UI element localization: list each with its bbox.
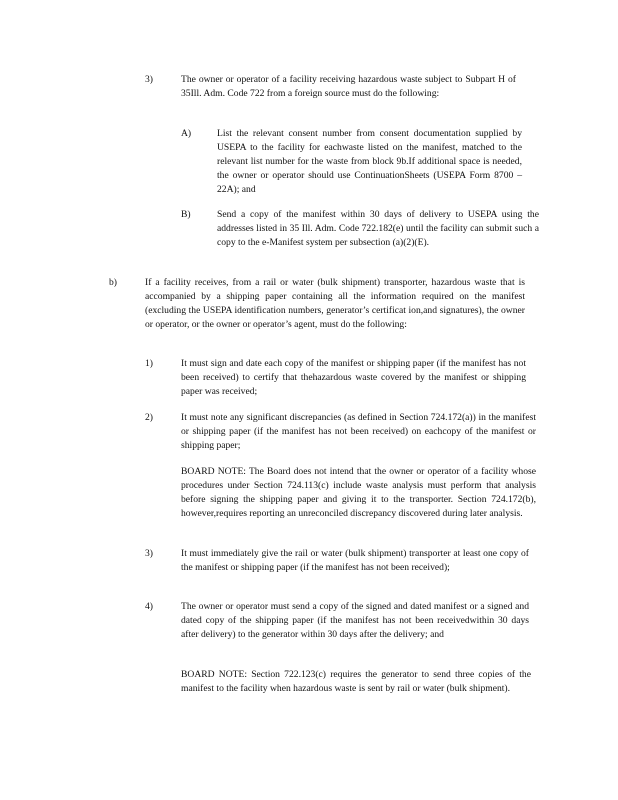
- item-A-label: A): [181, 128, 192, 139]
- item-3-label: 3): [145, 74, 153, 85]
- item-b-label: b): [109, 277, 117, 288]
- item-b1-text: It must sign and date each copy of the manifest or shipping paper (if the manifest has not been received) to certify that thehazardous waste covered by the manifest or shipping paper was received;: [181, 358, 526, 397]
- item-B-text: Send a copy of the manifest within 30 days of delivery to USEPA using the addresses listed in 35 Ill. Adm. Code 722.182(e) until the facility can submit such a copy to the e-Manifest system per subsection (a)(2)(E).: [217, 209, 539, 248]
- item-b-text: If a facility receives, from a rail or water (bulk shipment) transporter, hazardous waste that is accompanied by a shipping paper containing all the information required on the manifest (excluding the USEPA identification numbers, generator’s certificat ion,and signatures), the owner or operator, or the owner or operator’s agent, must do the following:: [145, 277, 525, 330]
- item-A-text: List the relevant consent number from consent documentation supplied by USEPA to the facility for eachwaste listed on the manifest, matched to the relevant list number for the waste from block 9b.If additional space is needed, the owner or operator should use ContinuationSheets (USEPA Form 8700 –22A); and: [217, 128, 522, 195]
- item-3-text: The owner or operator of a facility receiving hazardous waste subject to Subpart H of 35Ill. Adm. Code 722 from a foreign source must do the following:: [181, 74, 516, 99]
- item-b3-label: 3): [145, 548, 153, 559]
- item-b2-label: 2): [145, 412, 153, 423]
- item-B-label: B): [181, 209, 191, 220]
- item-b2-text: It must note any significant discrepancies (as defined in Section 724.172(a)) in the manifest or shipping paper (if the manifest has not been received) on eachcopy of the manifest or shipping paper;: [181, 412, 536, 451]
- board-note-2: BOARD NOTE: Section 722.123(c) requires the generator to send three copies of the manifest to the facility when hazardous waste is sent by rail or water (bulk shipment).: [181, 669, 531, 694]
- item-b4-label: 4): [145, 601, 153, 612]
- item-b1-label: 1): [145, 358, 153, 369]
- item-b4-text: The owner or operator must send a copy of the signed and dated manifest or a signed and dated copy of the shipping paper (if the manifest has not been receivedwithin 30 days after delivery) to the generator within 30 days after the delivery; and: [181, 601, 529, 640]
- item-b3-text: It must immediately give the rail or water (bulk shipment) transporter at least one copy of the manifest or shipping paper (if the manifest has not been received);: [181, 548, 529, 573]
- board-note-1: BOARD NOTE: The Board does not intend that the owner or operator of a facility whose procedures under Section 724.113(c) include waste analysis must perform that analysis before signing the shipping paper and giving it to the transporter. Section 724.172(b), however,requires reporting an unreconciled discrepancy discovered during later analysis.: [181, 466, 536, 519]
